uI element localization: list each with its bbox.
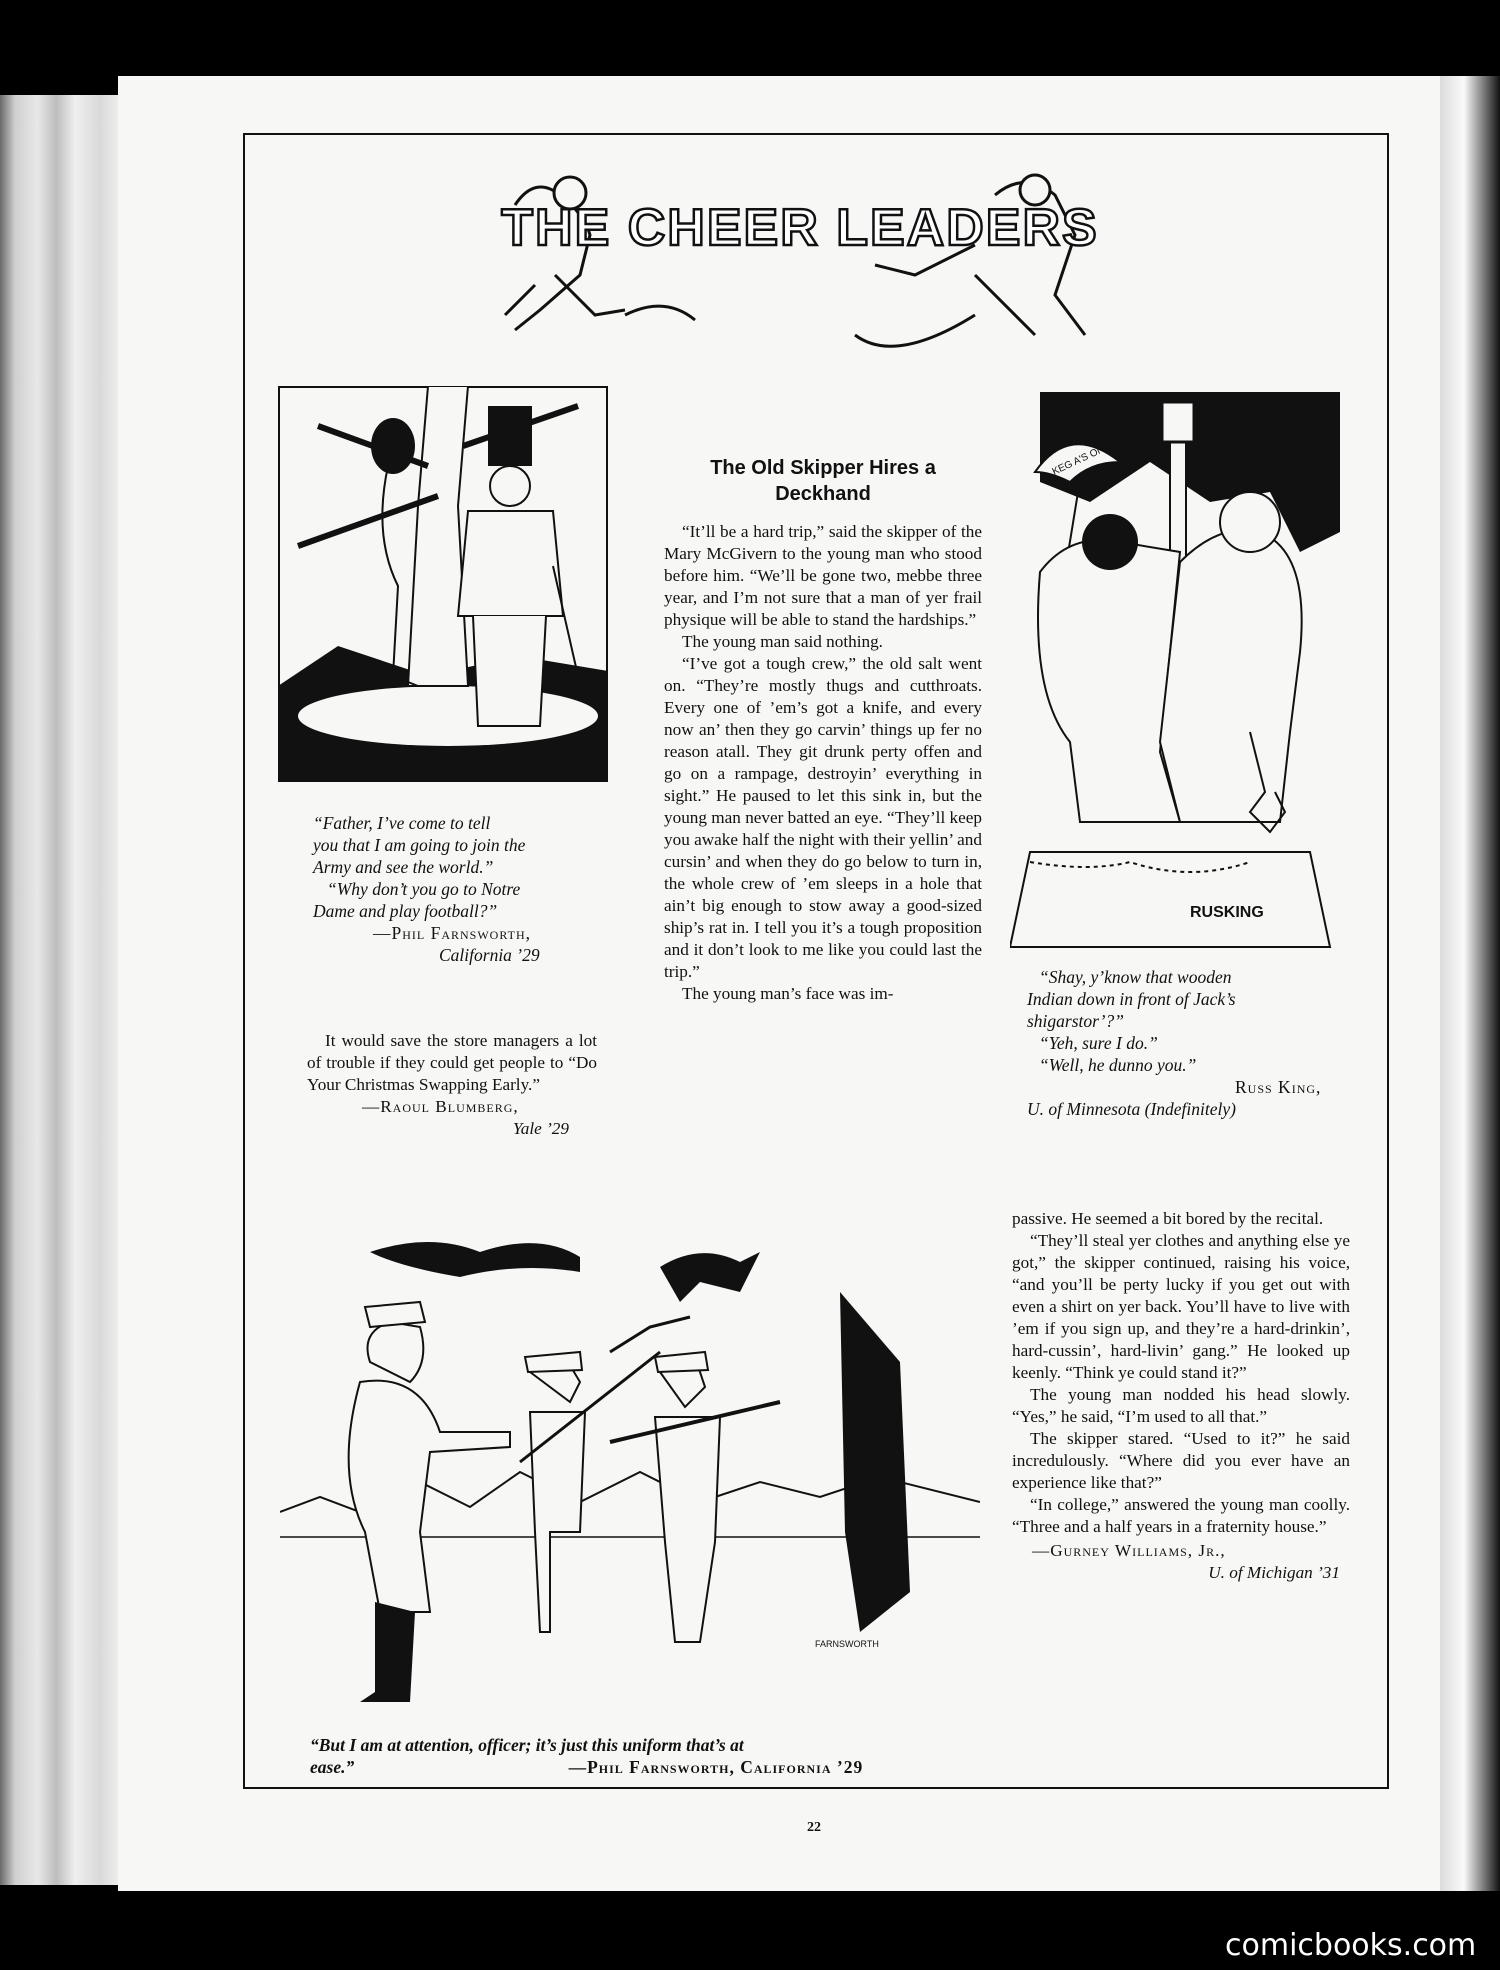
story-paragraph: “They’ll steal yer clothes and anything else ye got,” the skipper continued, raising his voice, “and you’ll be perty lucky if you get out with even a shirt on yer back. You’ll have to live with ’em if you sign up, and they’re a hard-drinkin’, hard-cussin’, hard-livin’ gang.” He looked up keenly. “Think ye could stand it?” [1012, 1231, 1350, 1382]
story-column-2 [1012, 1208, 1350, 1584]
caption-line: Army and see the world.” [313, 857, 494, 877]
cartoon-two-men-lamppost-drawing [1010, 392, 1340, 952]
cartoon1-byline-school: California ’29 [439, 945, 540, 965]
joke-byline-school: Yale ’29 [512, 1119, 569, 1138]
story-byline: —Gurney Williams, Jr., [1032, 1541, 1226, 1560]
caption-line: Indian down in front of Jack’s [1027, 989, 1236, 1009]
caption-line: “Father, I’ve come to tell [313, 813, 491, 833]
caption-line: Dame and play football?” [313, 901, 498, 921]
cartoon3-caption-line-2 [310, 1756, 990, 1778]
story-paragraph: The young man nodded his head slowly. “Yes,” he said, “I’m used to all that.” [1012, 1385, 1350, 1426]
cheer-leaders-header-illustration [475, 165, 1125, 355]
cartoon-officer-and-soldiers-drawing [280, 1232, 980, 1732]
joke-text: It would save the store managers a lot of trouble if they could get people to “Do Your Christmas Swapping Early.” [307, 1031, 597, 1094]
cartoon-two-men-lamppost [1010, 392, 1340, 952]
story-paragraph: passive. He seemed a bit bored by the recital. [1012, 1209, 1324, 1228]
book-right-edge [1440, 76, 1500, 1891]
caption-line-end: ease.” [310, 1757, 355, 1777]
umbrella-text: KEG A'S ON [1050, 443, 1107, 478]
story-title: The Old Skipper Hires a Deckhand [710, 457, 936, 505]
caption-line: “Yeh, sure I do.” [1039, 1033, 1158, 1053]
cartoon-soldier-and-woman-drawing [278, 386, 608, 782]
cartoon3-caption-line: “But I am at attention, officer; it’s just this uniform that’s at [310, 1735, 744, 1755]
cartoon2-caption [1027, 966, 1367, 1120]
story-paragraph: The skipper stared. “Used to it?” he said incredulously. “Where did you ever have an experience like that?” [1012, 1429, 1350, 1492]
page-number: 22 [807, 1820, 821, 1835]
cartoon1-byline: —Phil Farnsworth, [373, 923, 531, 943]
header-title: THE CHEER LEADERS [501, 199, 1099, 257]
caption-line: “Well, he dunno you.” [1039, 1055, 1197, 1075]
story-paragraph: “I’ve got a tough crew,” the old salt went on. “They’re mostly thugs and cutthroats. Every one of ’em’s got a knife, and every now an’ then they go carvin’ things up fer no reason atall. They git drunk perty offen and go on a rampage, destroyin’ everything in sight.” He paused to let this sink in, but the young man never batted an eye. “They’ll keep you awake half the night with their yellin’ and cursin’ and when they do go below to turn in, the whole crew of ’em sleeps in a hole that ain’t big enough to stow away a good-sized ship’s rat in. I tell you it’s a tough proposition and it don’t look to me like you could last the trip.” [664, 654, 982, 981]
cartoon3-signature: FARNSWORTH [815, 1639, 879, 1649]
cartoon2-byline-school: U. of Minnesota (Indefinitely) [1027, 1099, 1236, 1119]
story-paragraph: “In college,” answered the young man coolly. “Three and a half years in a fraternity house.” [1012, 1495, 1350, 1536]
caption-line: “Why don’t you go to Notre [327, 879, 521, 899]
cartoon3-byline: —Phil Farnsworth, California ’29 [568, 1757, 864, 1777]
cartoon2-byline: Russ King, [1235, 1077, 1322, 1097]
story-paragraph: The young man’s face was im- [682, 984, 894, 1003]
cartoon3-caption [310, 1734, 990, 1778]
story-paragraph: “It’ll be a hard trip,” said the skipper of the Mary McGivern to the young man who stood before him. “We’ll be gone two, mebbe three year, and I’m not sure that a man of yer frail physique will be able to stand the hardships.” [664, 522, 982, 629]
joke-byline: —Raoul Blumberg, [362, 1097, 519, 1116]
story-byline-school: U. of Michigan ’31 [1208, 1563, 1340, 1582]
caption-line: “Shay, y’know that wooden [1039, 967, 1232, 987]
cartoon2-signature: RUSKING [1190, 904, 1264, 921]
cartoon1-signature: pf [290, 726, 309, 751]
story-column-1 [664, 455, 982, 1005]
caption-line: you that I am going to join the [313, 835, 526, 855]
cartoon-officer-and-soldiers [280, 1232, 980, 1732]
book-page-edges [0, 95, 125, 1885]
watermark: comicbooks.com [1225, 1928, 1477, 1963]
story-paragraph: The young man said nothing. [682, 632, 883, 651]
cartoon1-caption [313, 812, 613, 966]
cartoon-soldier-and-woman [278, 386, 608, 782]
caption-line: shigarstor’?” [1027, 1011, 1124, 1031]
joke-store-managers [307, 1030, 597, 1140]
